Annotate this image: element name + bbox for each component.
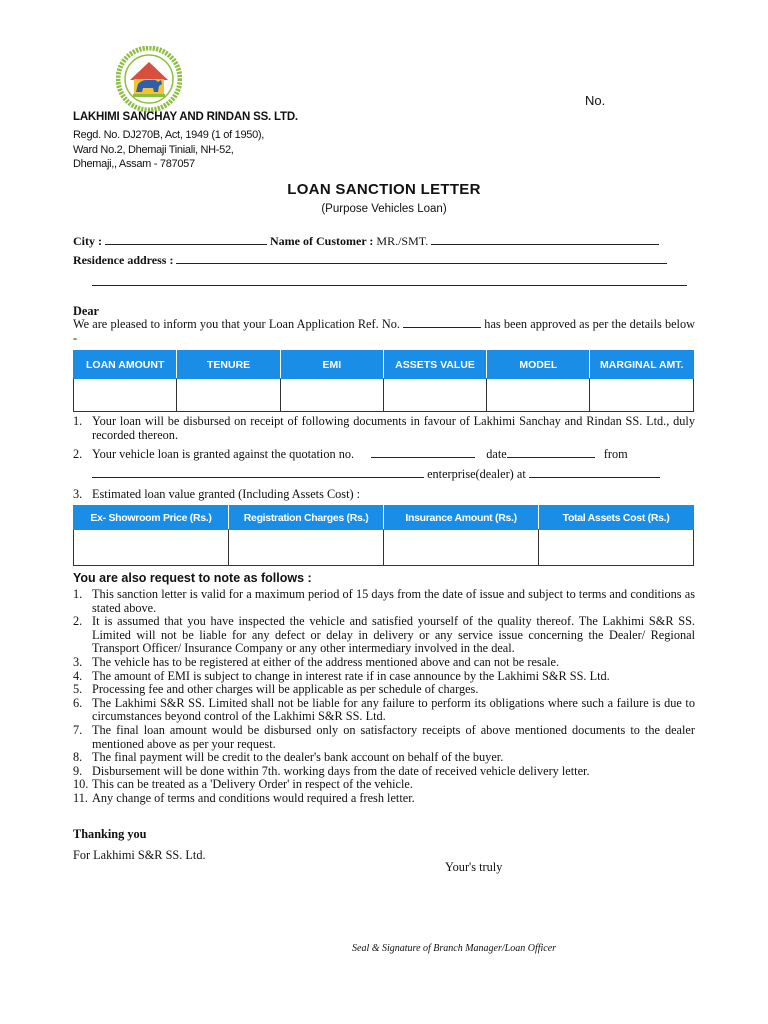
col-total-assets-cost: Total Assets Cost (Rs.) — [539, 506, 694, 530]
col-marginal-amt: MARGINAL AMT. — [590, 351, 694, 379]
list-item-number: 3. — [73, 654, 83, 669]
closing-yours-truly: Your's truly — [445, 860, 503, 874]
letter-number-label: No. — [585, 93, 606, 108]
point-number: 3. — [73, 487, 83, 501]
point-2-text-a: Your vehicle loan is granted against the quotation no. — [92, 447, 355, 461]
table-row — [74, 379, 694, 412]
model-cell[interactable] — [487, 379, 590, 412]
residence-address-field[interactable] — [176, 253, 667, 264]
list-item-number: 10. — [73, 777, 89, 792]
list-item — [73, 697, 695, 724]
signature-caption: Seal & Signature of Branch Manager/Loan Officer — [352, 943, 557, 954]
loan-amount-cell[interactable] — [74, 379, 177, 412]
table-header-row — [74, 506, 694, 530]
point-2-line2 — [92, 468, 660, 482]
insurance-amount-cell[interactable] — [384, 530, 539, 566]
list-item — [73, 615, 695, 656]
dealer-location-field[interactable] — [529, 468, 660, 478]
quotation-date-field[interactable] — [507, 448, 595, 458]
col-loan-amount: LOAN AMOUNT — [74, 351, 177, 379]
col-assets-value: ASSETS VALUE — [383, 351, 486, 379]
list-item — [73, 724, 695, 751]
city-customer-line — [73, 234, 659, 249]
table-row — [74, 530, 694, 566]
closing-thanks: Thanking you — [73, 827, 147, 841]
customer-prefix: MR./SMT. — [376, 234, 429, 248]
residence-address-field-line2[interactable] — [92, 285, 687, 286]
list-item-number: 6. — [73, 695, 83, 710]
point-3 — [73, 488, 360, 502]
assets-value-cell[interactable] — [383, 379, 486, 412]
notes-heading: You are also request to note as follows : — [73, 571, 312, 585]
list-item-text: This sanction letter is valid for a maximum period of 15 days from the date of issue and subject to terms and conditions as stated above. — [92, 587, 695, 615]
list-item-text: Disbursement will be done within 7th. working days from the date of received vehicle delivery letter. — [92, 763, 590, 778]
company-name: LAKHIMI SANCHAY AND RINDAN SS. LTD. — [73, 111, 298, 123]
list-item-text: The vehicle has to be registered at either of the address mentioned above and can not be resale. — [92, 654, 560, 669]
list-item — [73, 656, 695, 670]
quotation-no-field[interactable] — [371, 448, 475, 458]
point-number: 2. — [73, 447, 83, 461]
list-item — [73, 792, 695, 806]
city-label: City : — [73, 234, 102, 248]
emi-cell[interactable] — [280, 379, 383, 412]
closing-company: For Lakhimi S&R SS. Ltd. — [73, 848, 206, 862]
total-assets-cost-cell[interactable] — [539, 530, 694, 566]
city-field[interactable] — [105, 234, 267, 245]
point-2-text-d: enterprise(dealer) at — [427, 467, 526, 481]
col-model: MODEL — [487, 351, 590, 379]
list-item-text: This can be treated as a 'Delivery Order' in respect of the vehicle. — [92, 777, 413, 792]
registration-charges-cell[interactable] — [229, 530, 384, 566]
intro-paragraph — [73, 318, 695, 345]
notes-list — [73, 588, 695, 806]
address-line: Ward No.2, Dhemaji Tiniali, NH-52, — [73, 143, 234, 156]
salutation: Dear — [73, 304, 99, 318]
list-item-number: 11. — [73, 790, 88, 805]
dealer-name-field[interactable] — [92, 468, 424, 478]
company-address — [73, 128, 264, 172]
point-number: 1. — [73, 414, 83, 428]
loan-details-table — [73, 350, 694, 412]
list-item-text: The final payment will be credit to the dealer's bank account on behalf of the buyer. — [92, 750, 504, 765]
residence-label: Residence address : — [73, 253, 174, 267]
list-item — [73, 751, 695, 765]
point-2-text-b: date — [486, 447, 507, 461]
point-text: Your loan will be disbursed on receipt of following documents in favour of Lakhimi Sanchay and Rindan SS. Ltd., duly recorded thereon. — [92, 414, 695, 442]
letter-title: LOAN SANCTION LETTER — [287, 181, 481, 198]
list-item-text: The Lakhimi S&R SS. Limited shall not be liable for any failure to perform its obligations where such a failure is due to circumstances beyond control of the Lakhimi S&R SS. Ltd. — [92, 695, 695, 724]
residence-line — [73, 253, 667, 268]
list-item-number: 1. — [73, 587, 83, 601]
point-1 — [73, 415, 695, 442]
list-item-number: 2. — [73, 614, 83, 629]
col-insurance-amount: Insurance Amount (Rs.) — [384, 506, 539, 530]
intro-text-part1: We are pleased to inform you that your Loan Application Ref. No. — [73, 317, 400, 331]
table-header-row — [74, 351, 694, 379]
list-item — [73, 765, 695, 779]
intro-text-part2: has been approved as per the details below - — [73, 317, 695, 345]
list-item-text: Any change of terms and conditions would required a fresh letter. — [92, 790, 415, 805]
list-item — [73, 778, 695, 792]
col-ex-showroom-price: Ex- Showroom Price (Rs.) — [74, 506, 229, 530]
address-line: Regd. No. DJ270B, Act, 1949 (1 of 1950), — [73, 129, 265, 141]
list-item — [73, 588, 695, 615]
tenure-cell[interactable] — [177, 379, 280, 412]
col-tenure: TENURE — [177, 351, 280, 379]
point-text: Estimated loan value granted (Including Assets Cost) : — [92, 487, 361, 501]
point-2-text-c: from — [603, 447, 628, 461]
marginal-amt-cell[interactable] — [590, 379, 694, 412]
customer-name-field[interactable] — [431, 234, 659, 245]
col-emi: EMI — [280, 351, 383, 379]
list-item-text: The final loan amount would be disbursed only on satisfactory receipts of above mentioned documents to the dealer mentioned above as per your request. — [92, 722, 695, 751]
company-logo-icon — [116, 46, 182, 112]
list-item-number: 9. — [73, 763, 83, 778]
ref-no-field[interactable] — [403, 318, 481, 328]
col-registration-charges: Registration Charges (Rs.) — [229, 506, 384, 530]
list-item — [73, 683, 695, 697]
ex-showroom-price-cell[interactable] — [74, 530, 229, 566]
list-item-text: Processing fee and other charges will be applicable as per schedule of charges. — [92, 682, 479, 697]
address-line: Dhemaji,, Assam - 787057 — [73, 158, 195, 170]
list-item-number: 4. — [73, 668, 83, 683]
point-2 — [73, 448, 695, 462]
list-item-number: 7. — [73, 722, 83, 737]
assets-cost-table — [73, 505, 694, 566]
list-item-number: 5. — [73, 682, 83, 697]
customer-label: Name of Customer : — [270, 234, 374, 248]
letter-subtitle: (Purpose Vehicles Loan) — [321, 203, 447, 215]
list-item-number: 8. — [73, 750, 83, 765]
list-item-text: It is assumed that you have inspected the vehicle and satisfied yourself of the quality thereof. The Lakhimi S&R SS. Limited will not be liable for any defect or delay in delivery or any service issue concerning the Dealer/ Regional Transport Officer/ Insurance Company or any other intermediary involved in the deal. — [92, 614, 695, 656]
list-item — [73, 670, 695, 684]
list-item-text: The amount of EMI is subject to change in interest rate if in case announce by the Lakhimi S&R SS. Ltd. — [92, 668, 610, 683]
